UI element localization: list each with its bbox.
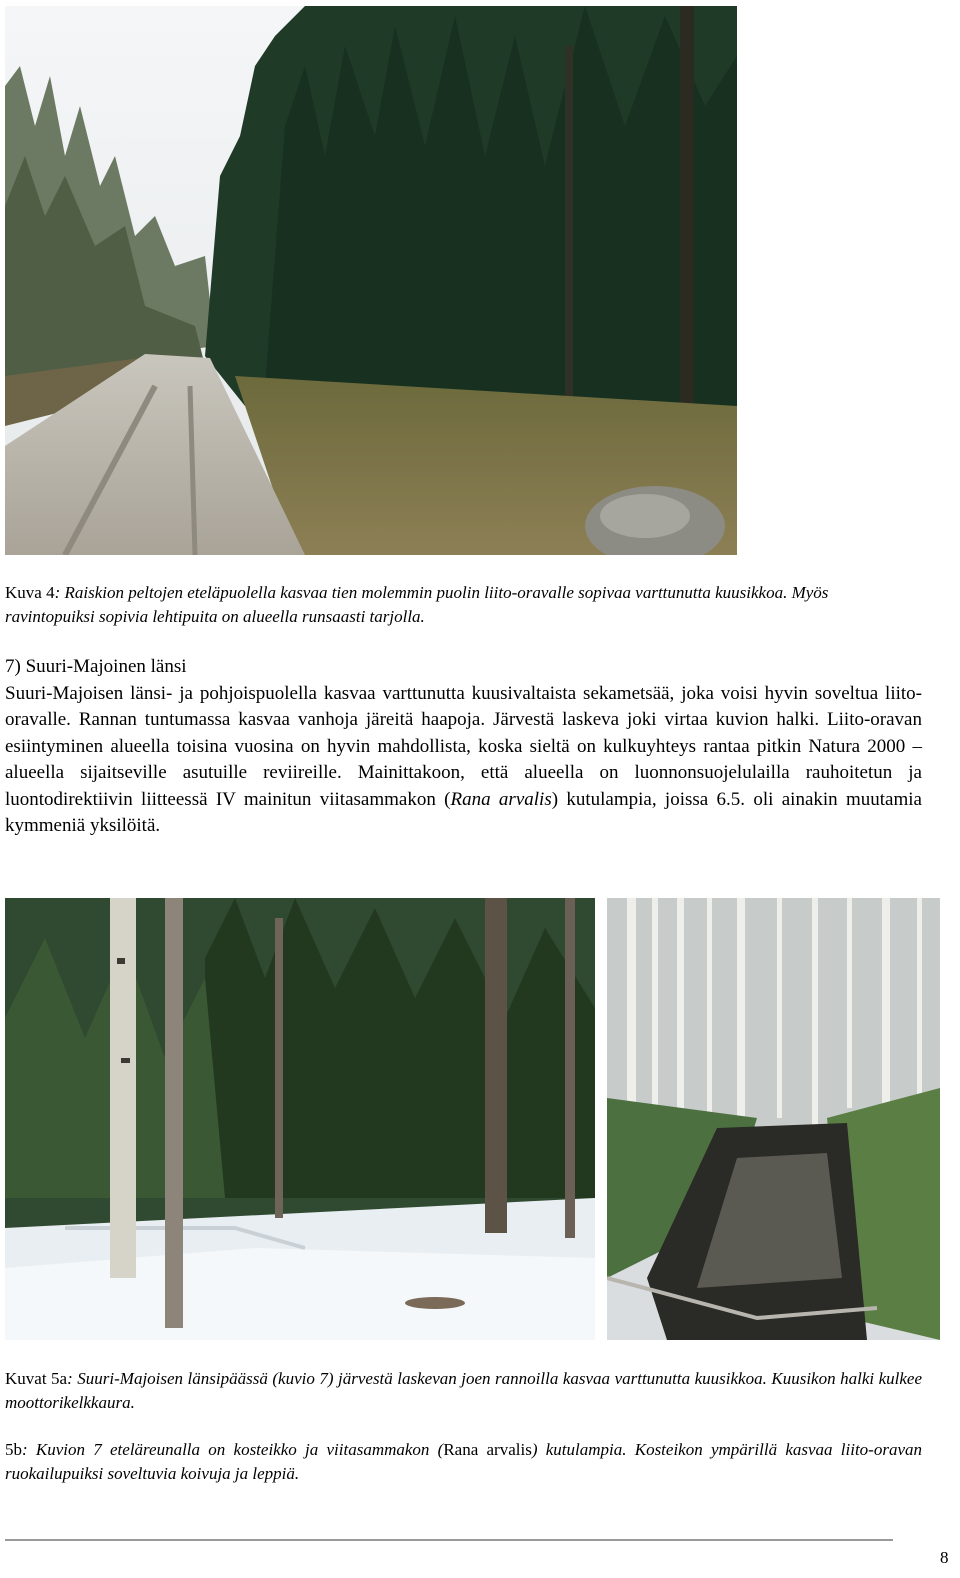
figure-5b-text-1: : Kuvion 7 eteläreunalla on kosteikko ja viitasammakon ( [22, 1440, 444, 1459]
footer-rule [5, 1539, 893, 1541]
section-7-heading: 7) Suuri-Majoinen länsi [5, 656, 187, 677]
figure-4-label: Kuva 4 [5, 583, 55, 602]
figure-5a-label: Kuvat 5a [5, 1369, 68, 1388]
figure-4-caption [5, 581, 922, 629]
page-number: 8 [940, 1548, 949, 1567]
figure-5b-text-2: ) kutulampia. Kosteikon ympärillä kasvaa liito-oravan ruokailupuiksi soveltuvia koivuja ja leppiä. [5, 1440, 922, 1483]
section-7-body-2: ) kutulampia, joissa 6.5. oli ainakin muutamia kymmeniä yksilöitä. [5, 788, 922, 836]
figure-4-text: : Raiskion peltojen eteläpuolella kasvaa tien molemmin puolin liito-oravalle sopivaa varttunutta kuusikkoa. Myös ravintopuiksi sopivia lehtipuita on alueella runsaasti tarjolla. [5, 583, 829, 626]
photo-forest-road [5, 6, 737, 555]
photo-birch-wetland [607, 898, 940, 1340]
section-7-species: Rana arvalis [450, 788, 552, 810]
figure-5a-text: : Suuri-Majoisen länsipäässä (kuvio 7) järvestä laskevan joen rannoilla kasvaa varttunutta kuusikkoa. Kuusikon halki kulkee moottorikelkkaura. [5, 1369, 923, 1412]
figure-5b-label: 5b [5, 1440, 22, 1459]
section-7 [5, 654, 922, 840]
photo-snowy-spruce-forest [5, 898, 595, 1340]
figure-5b-caption [5, 1438, 922, 1486]
section-7-body-1: Suuri-Majoisen länsi- ja pohjoispuolella kasvaa varttunutta kuusivaltaista sekametsää, joka voisi hyvin soveltua liito-oravalle. Rannan tuntumassa kasvaa vanhoja järeitä haapoja. Järvestä laskeva joki virtaa kuvion halki. Liito-oravan esiintyminen alueella toisina vuosina on hyvin mahdollista, koska sieltä on kulkuyhteys rantaa pitkin Natura 2000 –alueella sijaitseville asutuille reviireille. Mainittakoon, että alueella on luonnonsuojelulailla rauhoitetun ja luontodirektiivin liitteessä IV mainitun viitasammakon ( [5, 682, 922, 810]
figure-5a-caption [5, 1367, 922, 1415]
figure-5b-species: Rana arvalis [443, 1440, 532, 1459]
